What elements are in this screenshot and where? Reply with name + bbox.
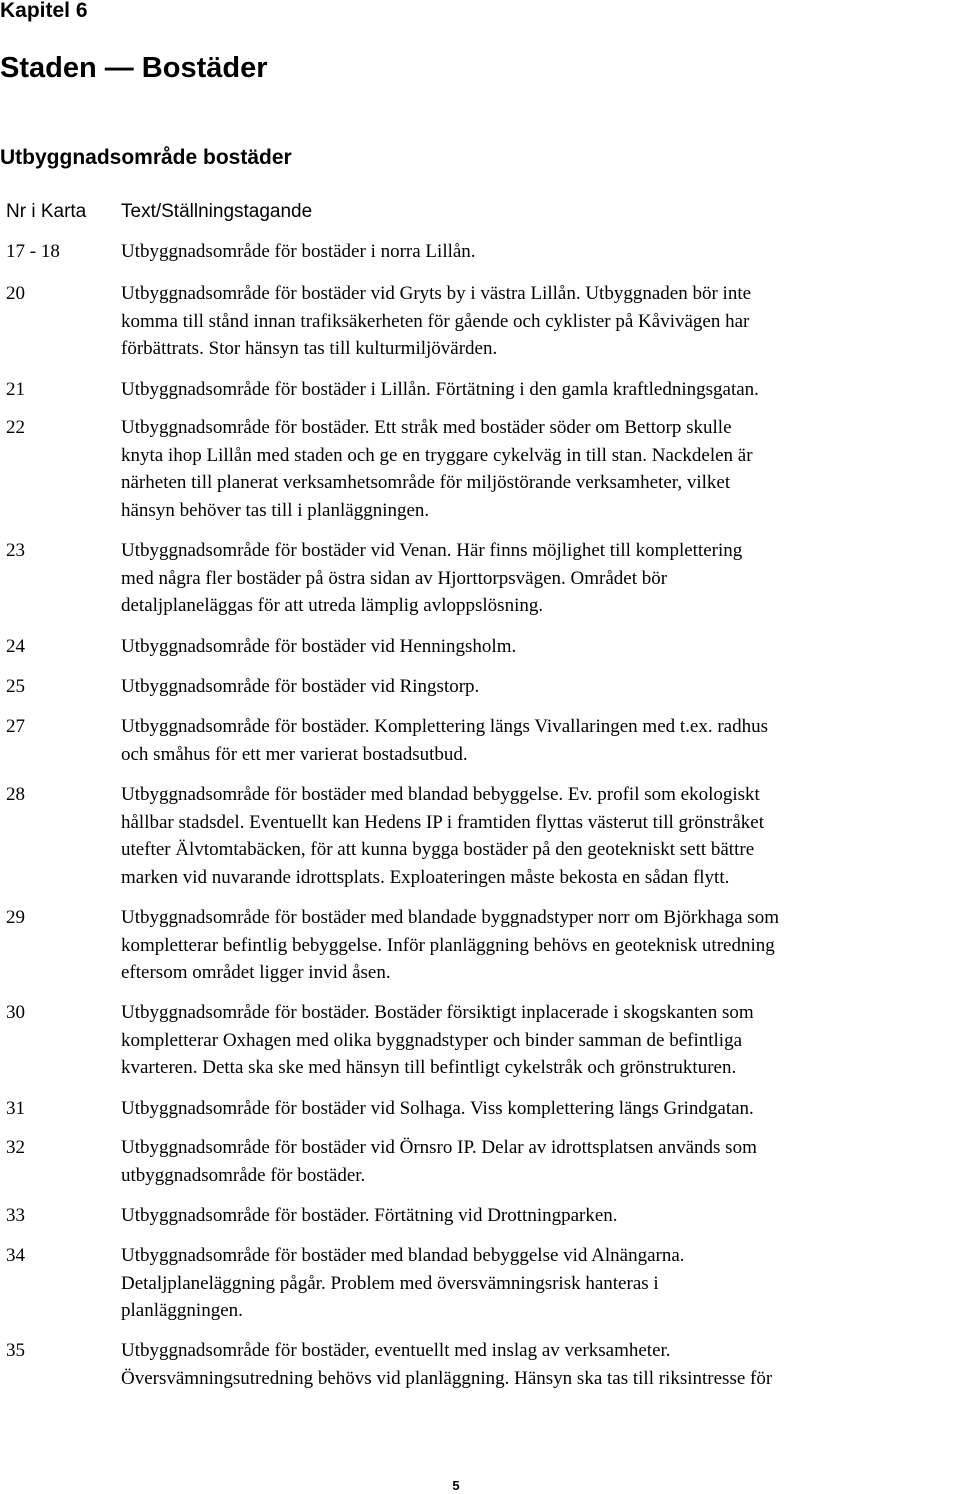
row-number: 30 bbox=[6, 1002, 25, 1023]
row-text bbox=[121, 781, 960, 891]
row-text-line: Utbyggnadsområde för bostäder. Ett stråk med bostäder söder om Bettorp skulle bbox=[121, 417, 732, 438]
row-number: 20 bbox=[6, 283, 25, 304]
row-text-line: Utbyggnadsområde för bostäder med blandad bebyggelse. Ev. profil som ekologiskt bbox=[121, 784, 760, 805]
row-text-line: Utbyggnadsområde för bostäder, eventuellt med inslag av verksamheter. bbox=[121, 1340, 671, 1361]
row-text bbox=[121, 280, 960, 363]
row-number: 17 - 18 bbox=[6, 241, 60, 262]
row-text-line: Utbyggnadsområde för bostäder vid Venan. Här finns möjlighet till komplettering bbox=[121, 540, 743, 561]
row-text bbox=[121, 999, 960, 1082]
row-number: 34 bbox=[6, 1245, 25, 1266]
row-number: 22 bbox=[6, 417, 25, 438]
row-number: 25 bbox=[6, 676, 25, 697]
row-text-line: kvarteren. Detta ska ske med hänsyn till befintligt cykelstråk och grönstrukturen. bbox=[121, 1057, 737, 1078]
row-text bbox=[121, 1337, 960, 1392]
row-text-line: hållbar stadsdel. Eventuellt kan Hedens IP i framtiden flyttas västerut till grönstråket bbox=[121, 811, 765, 833]
page-title: Staden — Bostäder bbox=[0, 52, 268, 84]
row-text-line: hänsyn behöver tas till i planläggningen. bbox=[121, 499, 430, 521]
row-number: 23 bbox=[6, 540, 25, 561]
row-number: 27 bbox=[6, 716, 25, 737]
row-text-line: Utbyggnadsområde för bostäder med blandad bebyggelse vid Alnängarna. bbox=[121, 1245, 685, 1266]
row-text-line: Utbyggnadsområde för bostäder vid Henningsholm. bbox=[121, 636, 517, 657]
chapter-label: Kapitel 6 bbox=[0, 0, 88, 22]
row-number: 24 bbox=[6, 636, 25, 657]
column-header-text: Text/Ställningstagande bbox=[121, 201, 313, 222]
row-text-line: kompletterar Oxhagen med olika byggnadstyper och binder samman de befintliga bbox=[121, 1029, 743, 1051]
row-text bbox=[121, 1134, 960, 1189]
row-text-line: Utbyggnadsområde för bostäder vid Solhaga. Viss komplettering längs Grindgatan. bbox=[121, 1098, 754, 1119]
row-text-line: närheten till planerat verksamhetsområde för miljöstörande verksamheter, vilket bbox=[121, 472, 731, 493]
row-text bbox=[121, 713, 960, 768]
section-title: Utbyggnadsområde bostäder bbox=[0, 146, 292, 169]
column-header-nr: Nr i Karta bbox=[6, 201, 87, 222]
row-text-line: utbyggnadsområde för bostäder. bbox=[121, 1164, 366, 1186]
row-number: 31 bbox=[6, 1098, 25, 1119]
row-number: 21 bbox=[6, 379, 25, 400]
row-text-line: Utbyggnadsområde för bostäder. Förtätning vid Drottningparken. bbox=[121, 1205, 618, 1226]
row-text-line: kompletterar befintlig bebyggelse. Inför planläggning behövs en geoteknisk utredning bbox=[121, 934, 775, 956]
row-text-line: eftersom området ligger invid åsen. bbox=[121, 962, 391, 983]
row-text-line: förbättrats. Stor hänsyn tas till kulturmiljövärden. bbox=[121, 338, 498, 359]
row-text-line: Utbyggnadsområde för bostäder i norra Lillån. bbox=[121, 241, 476, 262]
page-number: 5 bbox=[452, 1478, 460, 1493]
row-text-line: detaljplaneläggas för att utreda lämplig avloppslösning. bbox=[121, 595, 544, 616]
row-text-line: Utbyggnadsområde för bostäder vid Ringstorp. bbox=[121, 676, 480, 697]
row-text bbox=[121, 1095, 960, 1123]
row-number: 33 bbox=[6, 1205, 25, 1226]
row-number: 29 bbox=[6, 907, 25, 928]
row-text-line: Utbyggnadsområde för bostäder i Lillån. Förtätning i den gamla kraftledningsgatan. bbox=[121, 379, 759, 400]
row-text-line: Utbyggnadsområde för bostäder med blandade byggnadstyper norr om Björkhaga som bbox=[121, 907, 779, 928]
row-text-line: Utbyggnadsområde för bostäder. Komplettering längs Vivallaringen med t.ex. radhus bbox=[121, 716, 768, 737]
row-text-line: Utbyggnadsområde för bostäder. Bostäder försiktigt inplacerade i skogskanten som bbox=[121, 1002, 754, 1023]
row-text bbox=[121, 238, 960, 266]
row-text-line: planläggningen. bbox=[121, 1300, 243, 1321]
row-text-line: Översvämningsutredning behövs vid planläggning. Hänsyn ska tas till riksintresse för bbox=[121, 1367, 773, 1389]
row-text-line: komma till stånd innan trafiksäkerheten för gående och cyklister på Kåvivägen har bbox=[121, 310, 750, 332]
row-text bbox=[121, 1242, 960, 1325]
row-text-line: utefter Älvtomtabäcken, för att kunna bygga bostäder på den geotekniskt sett bättre bbox=[121, 839, 755, 860]
row-text bbox=[121, 904, 960, 987]
row-text bbox=[121, 633, 960, 661]
row-text-line: Utbyggnadsområde för bostäder vid Gryts by i västra Lillån. Utbyggnaden bör inte bbox=[121, 283, 752, 304]
row-text bbox=[121, 1202, 960, 1230]
row-text bbox=[121, 376, 960, 404]
row-number: 32 bbox=[6, 1137, 25, 1158]
row-text bbox=[121, 414, 960, 524]
row-text-line: Detaljplaneläggning pågår. Problem med översvämningsrisk hanteras i bbox=[121, 1272, 659, 1294]
row-text-line: knyta ihop Lillån med staden och ge en tryggare cykelväg in till stan. Nackdelen är bbox=[121, 444, 753, 466]
row-text-line: Utbyggnadsområde för bostäder vid Örnsro IP. Delar av idrottsplatsen används som bbox=[121, 1137, 757, 1158]
row-text bbox=[121, 673, 960, 701]
row-text-line: med några fler bostäder på östra sidan av Hjorttorpsvägen. Området bör bbox=[121, 567, 668, 589]
row-number: 35 bbox=[6, 1340, 25, 1361]
row-text-line: och småhus för ett mer varierat bostadsutbud. bbox=[121, 743, 468, 765]
row-text-line: marken vid nuvarande idrottsplats. Exploateringen måste bekosta en sådan flytt. bbox=[121, 866, 730, 888]
row-number: 28 bbox=[6, 784, 25, 805]
row-text bbox=[121, 537, 960, 620]
